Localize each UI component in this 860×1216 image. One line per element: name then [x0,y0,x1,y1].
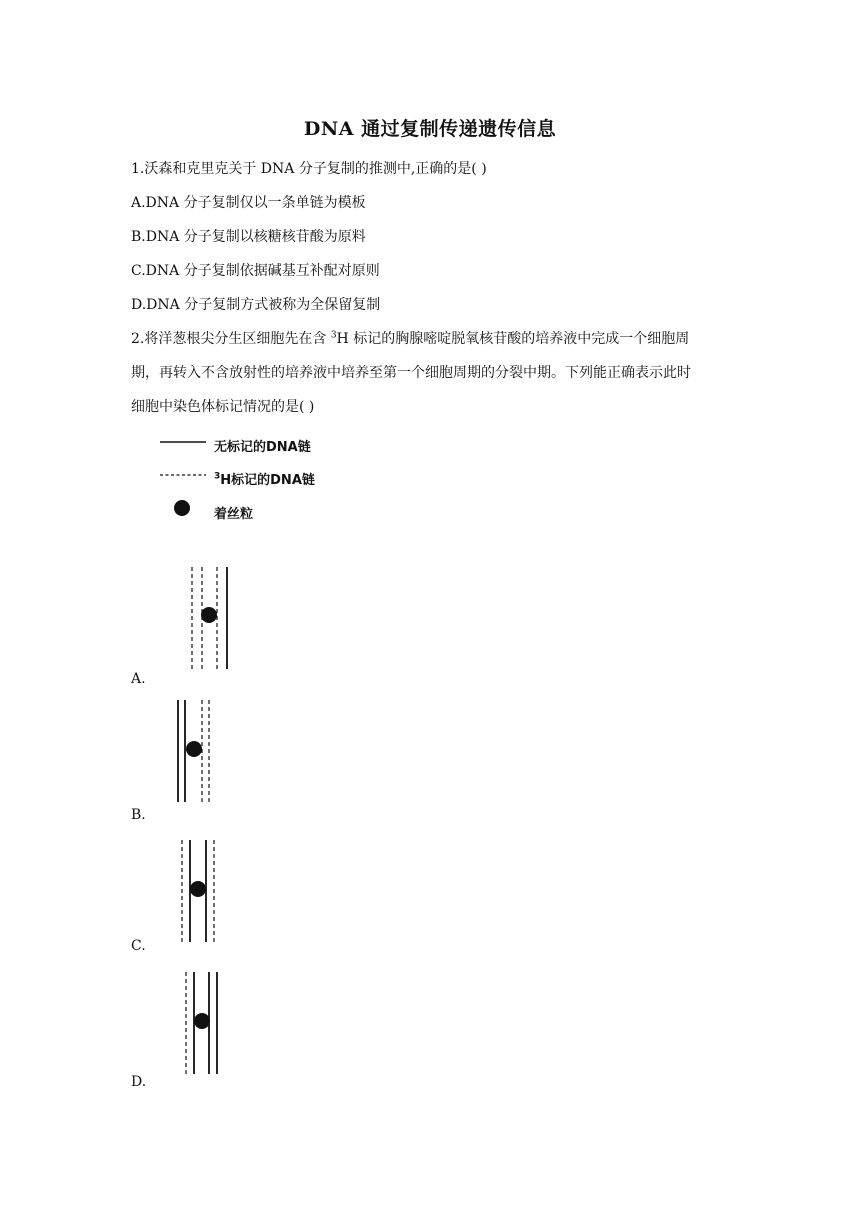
chromosome-figure-d [174,970,234,1078]
page-title: DNA 通过复制传递遗传信息 [303,118,557,140]
chromosome-figure-a [180,565,240,673]
q1-option-d: D.DNA 分子复制方式被称为全保留复制 [131,297,381,313]
q1-option-b: B.DNA 分子复制以核糖核苷酸为原料 [131,229,366,245]
q2-line1-pre: 2.将洋葱根尖分生区细胞先在含 [131,331,331,347]
q1-stem: 1.沃森和克里克关于 DNA 分子复制的推测中,正确的是( ) [131,161,487,177]
q2-option-c-label: C. [131,938,146,954]
q2-option-b-label: B. [131,807,146,823]
legend-labeled-label: H标记的DNA链 [220,473,315,488]
dashed-line-icon [160,472,208,478]
q2-sup: 3 [330,330,337,341]
q2-stem-line1 [131,328,689,348]
q2-stem-line2: 期，再转入不含放射性的培养液中培养至第一个细胞周期的分裂中期。下列能正确表示此时 [131,365,691,381]
solid-line-icon [160,439,208,445]
chromosome-figure-b [168,698,228,806]
q2-line1-post: H 标记的胸腺嘧啶脱氧核苷酸的培养液中完成一个细胞周 [336,331,690,347]
q1-option-c: C.DNA 分子复制依据碱基互补配对原则 [131,263,380,279]
q1-option-a: A.DNA 分子复制仅以一条单链为模板 [131,195,366,211]
q2-stem-line3: 细胞中染色体标记情况的是( ) [131,399,315,415]
legend-sup: 3 [214,471,221,482]
chromosome-figure-c [172,838,232,946]
legend-centromere-label: 着丝粒 [214,507,254,522]
q2-option-d-label: D. [131,1074,147,1090]
q2-option-a-label: A. [131,671,146,687]
legend-unlabeled-label: 无标记的DNA链 [214,440,311,455]
centromere-icon [160,498,208,518]
